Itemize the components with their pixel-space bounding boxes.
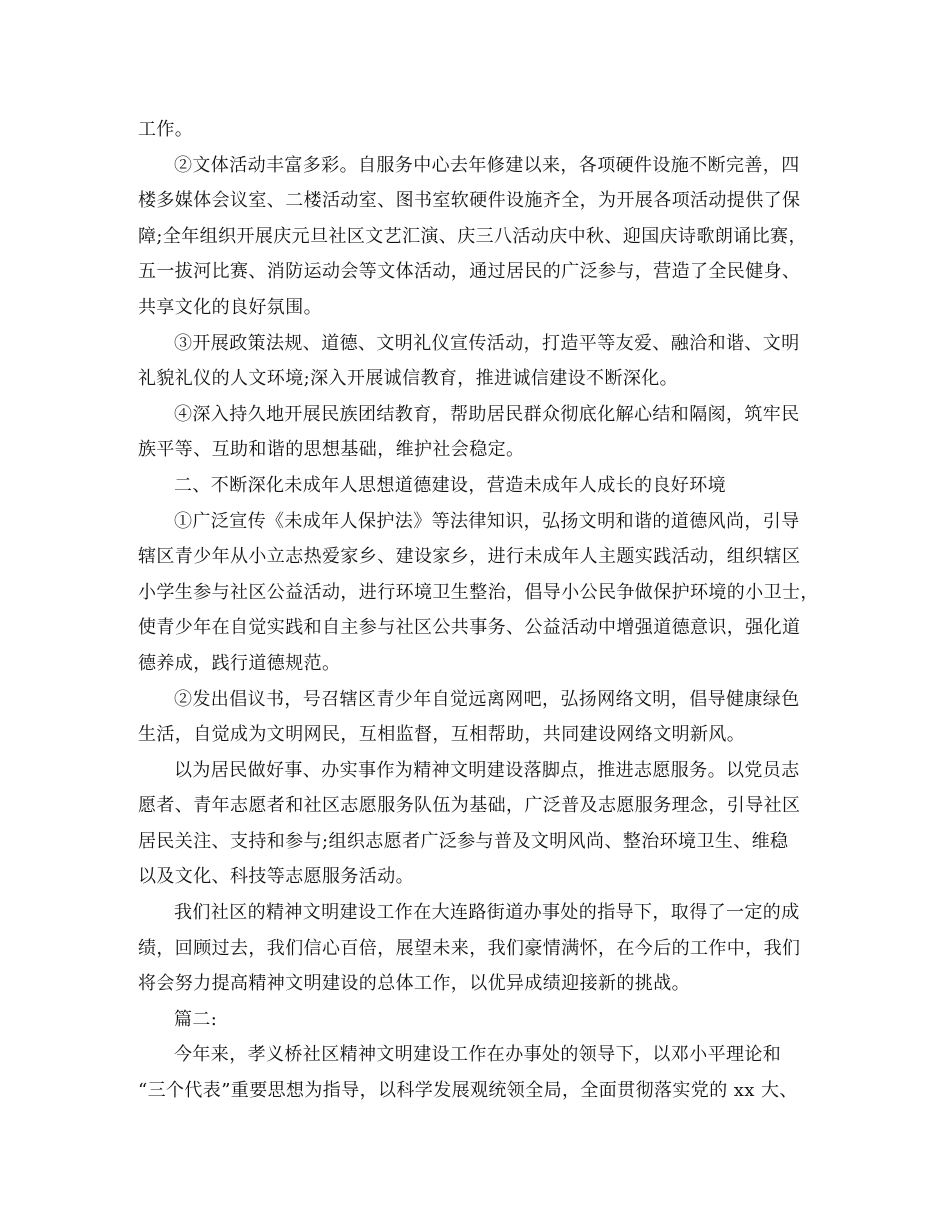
text-line: ②文体活动丰富多彩。自服务中心去年修建以来，各项硬件设施不断完善，四 [174,154,800,176]
text-line: 以及文化、科技等志愿服务活动。 [138,866,414,888]
text-line: ②发出倡议书，号召辖区青少年自觉远离网吧，弘扬网络文明，倡导健康绿色 [174,688,800,710]
text-line: 生活，自觉成为文明网民，互相监督，互相帮助，共同建设网络文明新风。 [138,724,746,746]
document-page [138,112,824,1109]
text-line: “三个代表”重要思想为指导，以科学发展观统领全局，全面贯彻落实党的 xx 大、 [138,1080,798,1102]
text-line: ①广泛宣传《未成年人保护法》等法律知识，弘扬文明和谐的道德风尚，引导 [174,510,800,532]
text-line: ③开展政策法规、道德、文明礼仪宣传活动，打造平等友爱、融洽和谐、文明 [174,332,800,354]
text-line: 德养成，践行道德规范。 [138,652,341,674]
text-line: 小学生参与社区公益活动，进行环境卫生整治，倡导小公民争做保护环境的小卫士， [138,581,819,603]
section-heading: 篇二: [174,1008,218,1030]
text-line: 我们社区的精神文明建设工作在大连路街道办事处的指导下，取得了一定的成 [174,902,800,924]
text-line: 辖区青少年从小立志热爱家乡、建设家乡，进行未成年人主题实践活动，组织辖区 [138,546,801,568]
text-line: 使青少年在自觉实践和自主参与社区公共事务、公益活动中增强道德意识，强化道 [138,617,801,639]
text-line: 五一拔河比赛、消防运动会等文体活动，通过居民的广泛参与，营造了全民健身、 [138,261,801,283]
text-line: 今年来，孝义桥社区精神文明建设工作在办事处的领导下，以邓小平理论和 [174,1044,782,1066]
text-line: 族平等、互助和谐的思想基础，维护社会稳定。 [138,439,525,461]
text-line: 绩，回顾过去，我们信心百倍，展望未来，我们豪情满怀，在今后的工作中，我们 [138,937,801,959]
text-line: 以为居民做好事、办实事作为精神文明建设落脚点，推进志愿服务。以党员志 [174,759,800,781]
text-line: 将会努力提高精神文明建设的总体工作，以优异成绩迎接新的挑战。 [138,973,690,995]
text-line: 居民关注、支持和参与;组织志愿者广泛参与普及文明风尚、整治环境卫生、维稳 [138,830,789,852]
text-line: 礼貌礼仪的人文环境;深入开展诚信教育，推进诚信建设不断深化。 [138,368,679,390]
text-line: 楼多媒体会议室、二楼活动室、图书室软硬件设施齐全，为开展各项活动提供了保 [138,190,801,212]
text-line: 障;全年组织开展庆元旦社区文艺汇演、庆三八活动庆中秋、迎国庆诗歌朗诵比赛， [138,225,807,247]
text-line: ④深入持久地开展民族团结教育，帮助居民群众彻底化解心结和隔阂，筑牢民 [174,403,800,425]
text-line: 工作。 [138,119,194,140]
text-line: 共享文化的良好氛围。 [138,296,322,318]
text-line: 愿者、青年志愿者和社区志愿服务队伍为基础，广泛普及志愿服务理念，引导社区 [138,795,801,817]
section-heading: 二、不断深化未成年人思想道德建设，营造未成年人成长的良好环境 [174,474,726,496]
